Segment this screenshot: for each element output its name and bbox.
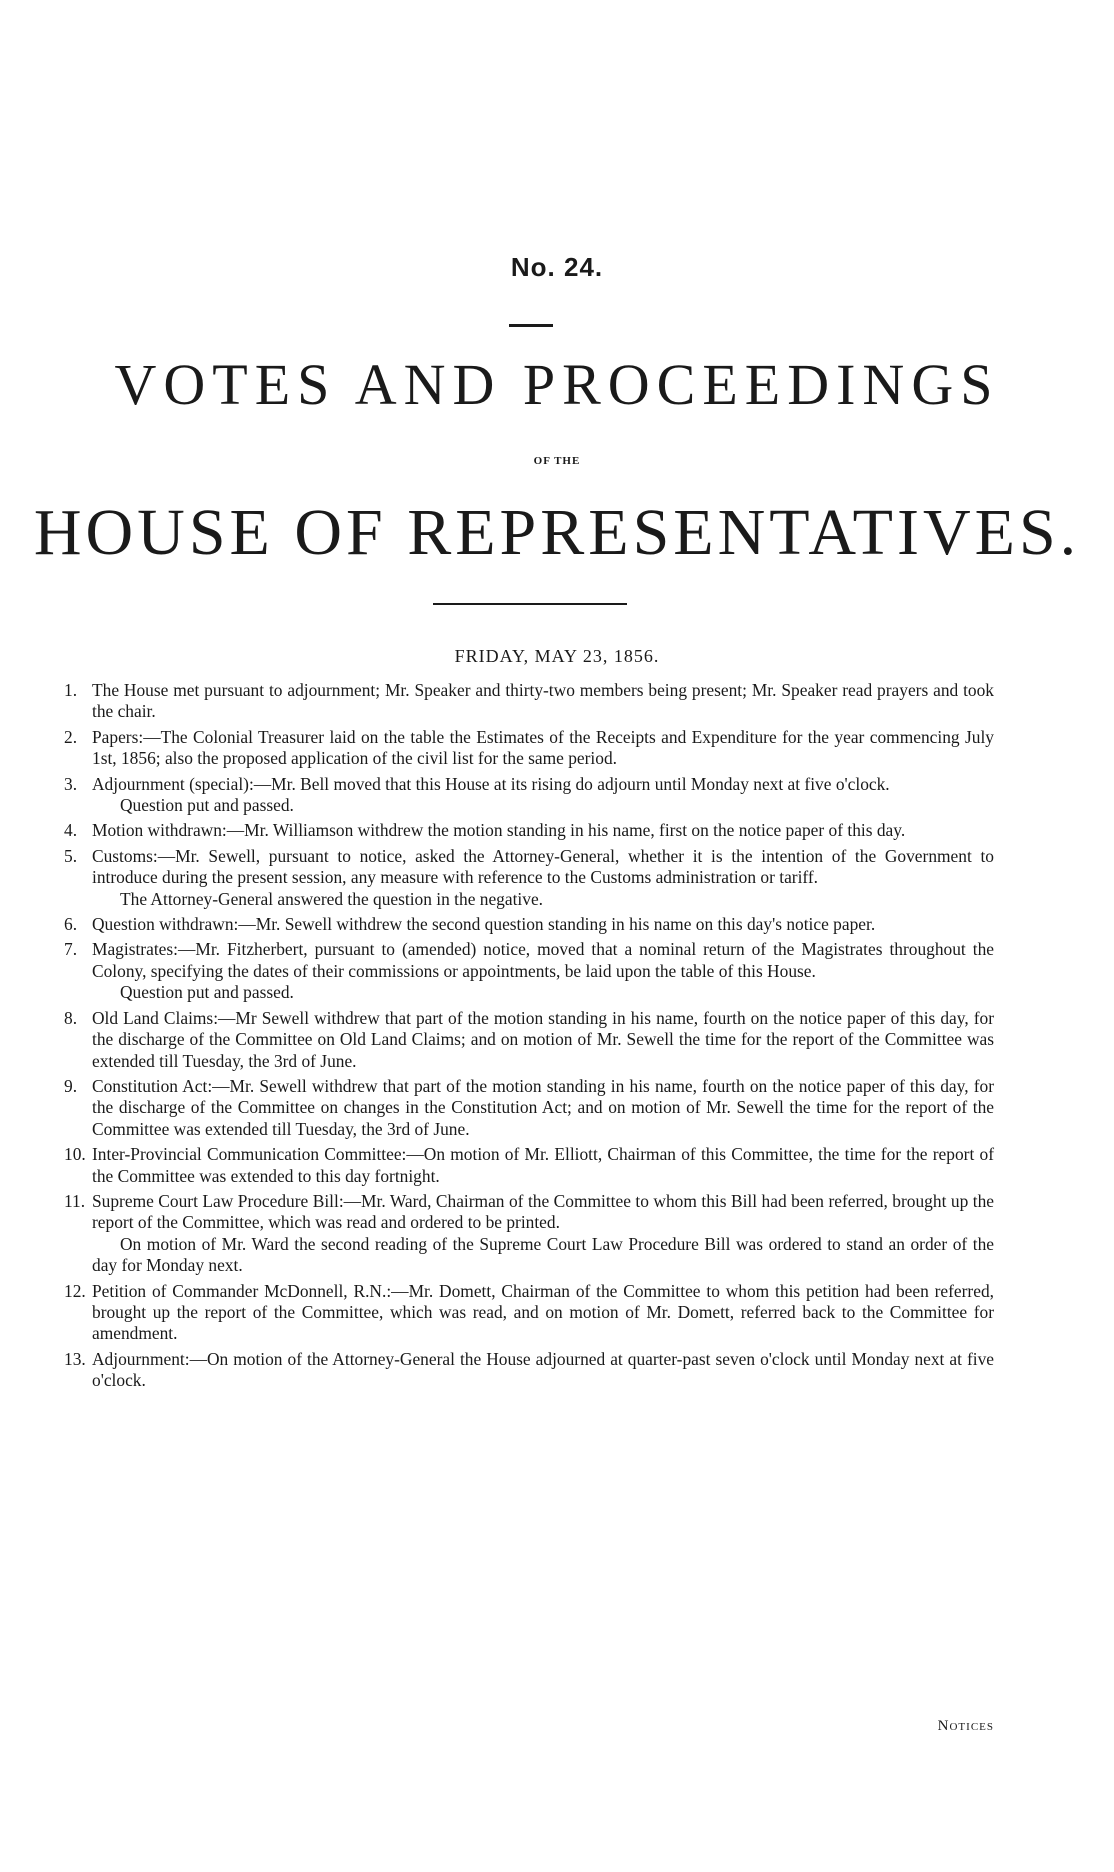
item-number: 1. [64,680,78,700]
item-number: 6. [64,914,78,935]
item-text: Adjournment (special):—Mr. Bell moved that this House at its rising do adjourn until Monday next at five o'clock. [92,773,890,794]
proceeding-item [64,1281,994,1345]
item-number: 11. [64,1190,86,1211]
proceeding-item [64,914,994,935]
proceeding-item [64,939,994,1003]
proceeding-item [64,1076,994,1140]
item-continuation: Question put and passed. [120,795,294,816]
item-number: 5. [64,845,78,866]
proceeding-item [64,1349,994,1392]
document-subtitle: HOUSE OF REPRESENTATIVES. [33,496,1081,569]
proceeding-item [64,1144,994,1187]
item-text: Motion withdrawn:—Mr. Williamson withdrew the motion standing in his name, first on the notice paper of this day. [92,820,906,841]
item-number: 12. [64,1280,86,1301]
item-text: Constitution Act:—Mr. Sewell withdrew that part of the motion standing in his name, fourth on the notice paper of this day, for the discharge of the Committee on changes in the Constitution Act; and on motion of Mr. Sewell the time for the report of the Committee was extended till Tuesday, the 3rd of June. [92,1075,994,1139]
item-text: The House met pursuant to adjournment; Mr. Speaker and thirty-two members being present; Mr. Speaker read prayers and took the chair. [92,680,994,722]
title-rule [433,603,627,605]
proceeding-item [64,846,994,910]
sitting-date: FRIDAY, MAY 23, 1856. [454,646,660,666]
proceeding-item [64,1191,994,1277]
proceeding-item [64,820,994,841]
item-number: 7. [64,939,78,960]
item-continuation: The Attorney-General answered the question in the negative. [120,888,544,909]
item-continuation: On motion of Mr. Ward the second reading of the Supreme Court Law Procedure Bill was ordered to stand an order of the day for Monday next. [92,1233,994,1276]
proceeding-item [64,1008,994,1072]
document-title: VOTES AND PROCEEDINGS [114,352,1000,417]
proceedings-list [64,680,994,1396]
proceeding-item [64,774,994,817]
item-number: 4. [64,820,78,841]
proceeding-item [64,727,994,770]
item-text: Adjournment:—On motion of the Attorney-General the House adjourned at quarter-past seven o'clock until Monday next at five o'clock. [92,1348,994,1391]
item-number: 2. [64,726,78,747]
item-text: Question withdrawn:—Mr. Sewell withdrew the second question standing in his name on this day's notice paper. [92,914,876,935]
issue-number: No. 24. [510,252,604,282]
item-number: 9. [64,1075,78,1096]
item-text: Customs:—Mr. Sewell, pursuant to notice, asked the Attorney-General, whether it is the intention of the Government to introduce during the present session, any measure with reference to the Customs administration or tariff. [92,845,994,888]
item-number: 8. [64,1007,78,1028]
item-text: Old Land Claims:—Mr Sewell withdrew that part of the motion standing in his name, fourth on the notice paper of this day, for the discharge of the Committee on Old Land Claims; and on motion of Mr. Sewell the time for the report of the Committee was extended till Tuesday, the 3rd of June. [92,1007,994,1071]
item-continuation: Question put and passed. [120,982,294,1003]
item-text: Petition of Commander McDonnell, R.N.:—Mr. Domett, Chairman of the Committee to whom this petition had been referred, brought up the report of the Committee, which was read, and on motion of Mr. Domett, referred back to the Committee for amendment. [92,1280,994,1344]
item-text: Magistrates:—Mr. Fitzherbert, pursuant to (amended) notice, moved that a nominal return of the Magistrates throughout the Colony, specifying the dates of their commissions or appointments, be laid upon the table of this House. [92,939,994,981]
short-rule [509,324,553,327]
catchword: Notices [937,1718,994,1734]
item-text: Inter-Provincial Communication Committee:—On motion of Mr. Elliott, Chairman of this Committee, the time for the report of the Committee was extended to this day fortnight. [92,1144,994,1186]
title-connector: OF THE [533,455,581,467]
proceeding-item [64,680,994,723]
item-number: 13. [64,1348,86,1369]
item-number: 10. [64,1144,86,1165]
item-text: Supreme Court Law Procedure Bill:—Mr. Ward, Chairman of the Committee to whom this Bill had been referred, brought up the report of the Committee, which was read and ordered to be printed. [92,1190,994,1233]
item-number: 3. [64,773,78,794]
item-text: Papers:—The Colonial Treasurer laid on the table the Estimates of the Receipts and Expenditure for the year commencing July 1st, 1856; also the proposed application of the civil list for the same period. [92,726,994,769]
